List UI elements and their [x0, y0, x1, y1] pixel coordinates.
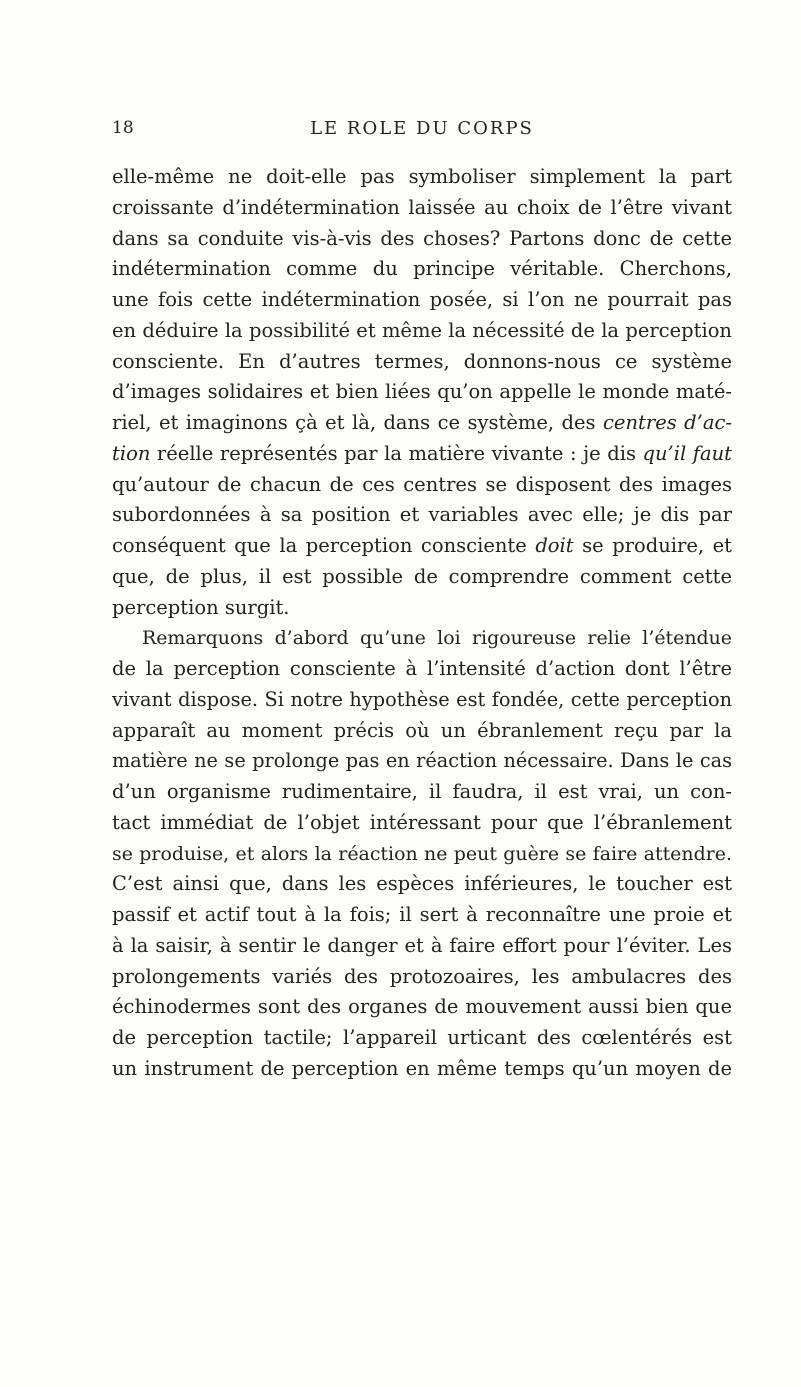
- text-line: de la perception consciente à l’intensité d’action dont l’être: [112, 657, 732, 680]
- text-line: d’un organisme rudimentaire, il faudra, il est vrai, un con-: [112, 780, 732, 803]
- text-line: que, de plus, il est possible de comprendre comment cette: [112, 564, 732, 588]
- text-line: se produise, et alors la réaction ne peut guère se faire attendre.: [112, 842, 732, 865]
- text-line: prolongements variés des protozoaires, les ambulacres des: [112, 964, 732, 988]
- text-line: apparaît au moment précis où un ébranlement reçu par la: [112, 718, 732, 742]
- italic-phrase: doit: [535, 534, 574, 557]
- text-line: tact immédiat de l’objet intéressant pour que l’ébranlement: [112, 810, 732, 834]
- running-title: LE ROLE DU CORPS: [310, 118, 534, 139]
- text-line: de perception tactile; l’appareil urticant des cœlentérés est: [112, 1026, 732, 1049]
- text-line: croissante d’indétermination laissée au choix de l’être vivant: [112, 195, 732, 219]
- body-text: [112, 162, 732, 1085]
- text-line: [112, 531, 732, 562]
- text-line: échinodermes sont des organes de mouvement aussi bien que: [112, 995, 732, 1019]
- text-line: passif et actif tout à la fois; il sert à reconnaître une proie et: [112, 903, 732, 926]
- text-line: dans sa conduite vis-à-vis des choses? Partons donc de cette: [112, 226, 732, 250]
- running-head: [112, 118, 732, 146]
- text-line: [112, 439, 732, 470]
- text-line: perception surgit.: [112, 595, 290, 619]
- text-line: indétermination comme du principe véritable. Cherchons,: [112, 257, 732, 281]
- italic-phrase: tion: [112, 441, 151, 465]
- italic-phrase: centres d’ac-: [603, 411, 732, 434]
- text-line: C’est ainsi que, dans les espèces inférieures, le toucher est: [112, 872, 732, 896]
- text-line: Remarquons d’abord qu’une loi rigoureuse relie l’étendue: [142, 627, 732, 650]
- text-run: conséquent que la perception consciente: [112, 534, 527, 557]
- text-run: réelle représentés par la matière vivante : je dis: [156, 441, 636, 465]
- text-line: matière ne se prolonge pas en réaction nécessaire. Dans le cas: [112, 749, 732, 773]
- text-line: consciente. En d’autres termes, donnons-nous ce système: [112, 349, 732, 373]
- page-number: 18: [112, 118, 134, 138]
- text-line: qu’autour de chacun de ces centres se disposent des images: [112, 472, 732, 496]
- text-line: en déduire la possibilité et même la nécessité de la perception: [112, 318, 732, 342]
- text-line: à la saisir, à sentir le danger et à faire effort pour l’éviter. Les: [112, 933, 732, 957]
- text-line: un instrument de perception en même temps qu’un moyen de: [112, 1056, 732, 1080]
- text-run: riel, et imaginons çà et là, dans ce système, des: [112, 411, 596, 434]
- italic-phrase: qu’il faut: [642, 441, 733, 465]
- text-line: une fois cette indétermination posée, si l’on ne pourrait pas: [112, 288, 732, 311]
- text-line: elle-même ne doit-elle pas symboliser simplement la part: [112, 165, 732, 188]
- text-line: vivant dispose. Si notre hypothèse est fondée, cette perception: [112, 687, 732, 711]
- text-line: [112, 408, 732, 439]
- text-line: subordonnées à sa position et variables avec elle; je dis par: [112, 503, 732, 527]
- text-line: d’images solidaires et bien liées qu’on appelle le monde maté-: [112, 380, 732, 404]
- text-run: se produire, et: [573, 534, 732, 557]
